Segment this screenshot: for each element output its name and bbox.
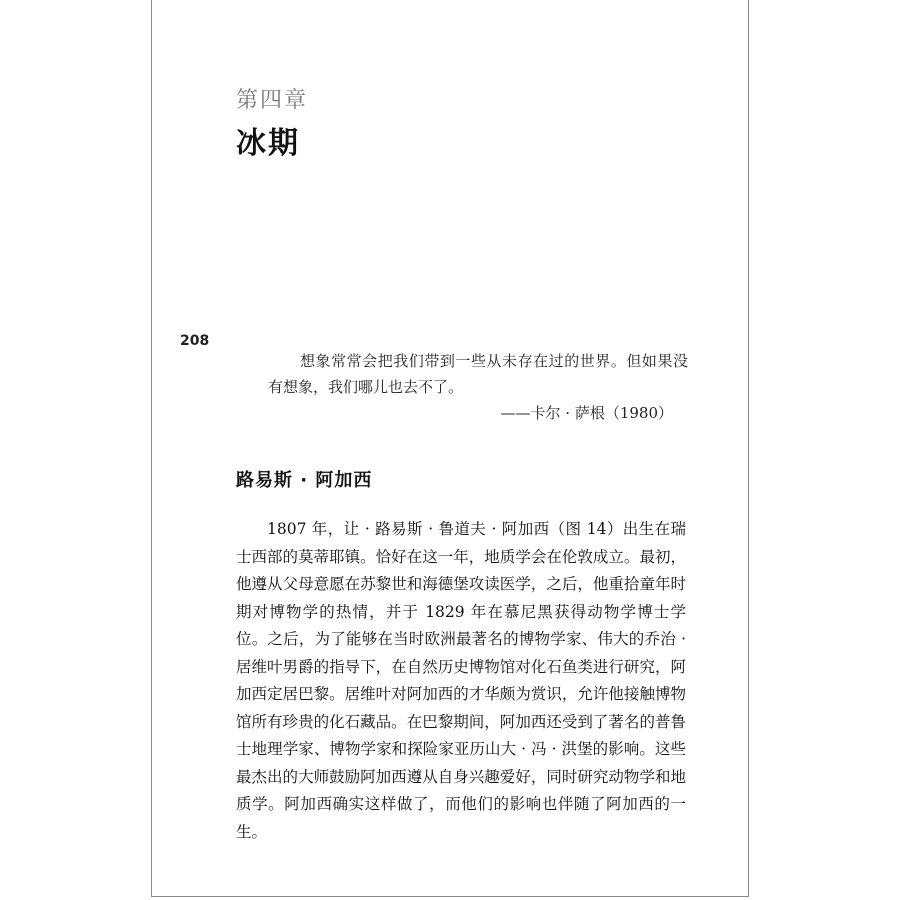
- epigraph-attribution: ——卡尔 · 萨根（1980）: [500, 404, 673, 422]
- epigraph-quote: 想象常常会把我们带到一些从未存在过的世界。但如果没有想象，我们哪儿也去不了。: [268, 352, 688, 396]
- page-number: 208: [180, 333, 210, 349]
- section-heading: 路易斯 · 阿加西: [236, 470, 373, 491]
- body-text: [236, 516, 686, 846]
- body-paragraph: 1807 年，让 · 路易斯 · 鲁道夫 · 阿加西（图 14）出生在瑞士西部的莫蒂耶镇。恰好在这一年，地质学会在伦敦成立。最初，他遵从父母意愿在苏黎世和海德堡攻读医学，之后，他重拾童年时期对博物学的热情，并于 1829 年在慕尼黑获得动物学博士学位。之后，为了能够在当时欧洲最著名的博物学家、伟大的乔治 · 居维叶男爵的指导下，在自然历史博物馆对化石鱼类进行研究，阿加西定居巴黎。居维叶对阿加西的才华颇为赏识，允许他接触博物馆所有珍贵的化石藏品。在巴黎期间，阿加西还受到了著名的普鲁士地理学家、博物学家和探险家亚历山大 · 冯 · 洪堡的影响。这些最杰出的大师鼓励阿加西遵从自身兴趣爱好，同时研究动物学和地质学。阿加西确实这样做了，而他们的影响也伴随了阿加西的一生。: [236, 520, 686, 841]
- chapter-label: 第四章: [236, 88, 309, 113]
- chapter-title: 冰期: [236, 126, 300, 161]
- epigraph: [268, 348, 688, 426]
